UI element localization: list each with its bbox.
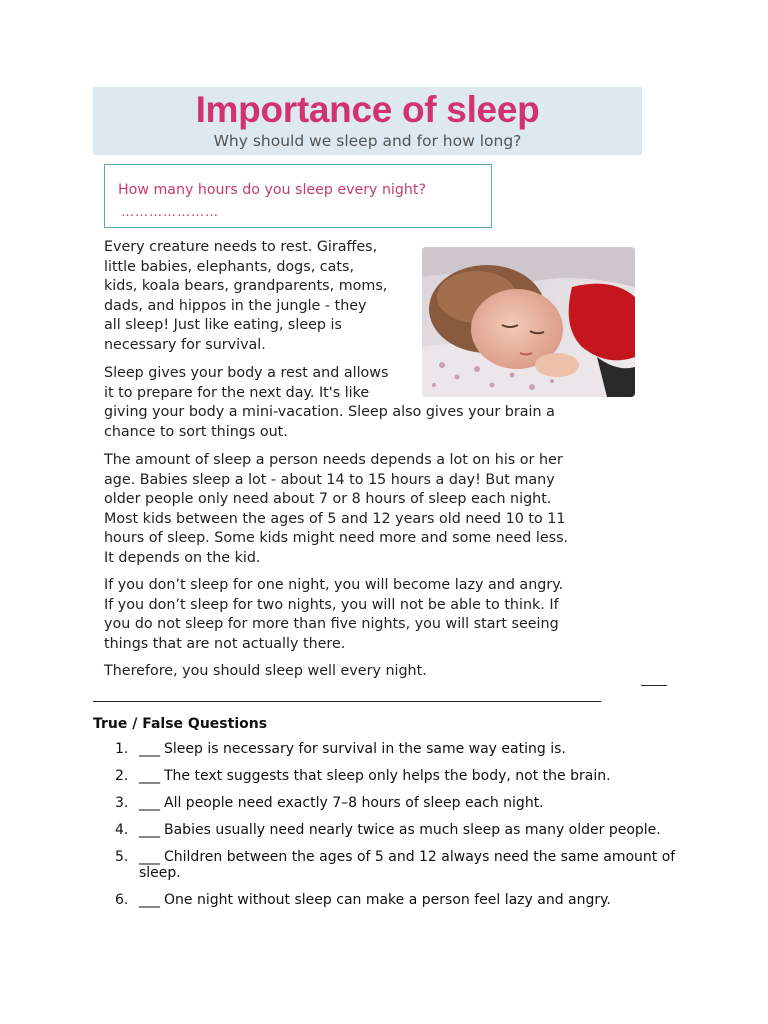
question-text: All people need exactly 7–8 hours of sleep each night. (164, 795, 544, 811)
question-item (93, 822, 693, 838)
question-text: Sleep is necessary for survival in the same way eating is. (164, 741, 566, 757)
paragraph-1 (104, 238, 416, 355)
paragraph-4 (104, 576, 644, 654)
paragraph-line: all sleep! Just like eating, sleep is (104, 317, 342, 333)
paragraph-line: hours of sleep. Some kids might need more and some need less. (104, 530, 569, 546)
question-box (104, 164, 492, 228)
paragraph-line: Most kids between the ages of 5 and 12 years old need 10 to 11 (104, 510, 566, 527)
paragraph-line: Therefore, you should sleep well every night. (104, 663, 427, 679)
paragraph-line: it to prepare for the next day. It's like (104, 384, 370, 401)
page-subtitle: Why should we sleep and for how long? (213, 132, 522, 150)
question-text: The text suggests that sleep only helps the body, not the brain. (164, 768, 611, 784)
question-box-prompt: How many hours do you sleep every night? (118, 182, 426, 198)
paragraph-line: If you don’t sleep for two nights, you will not be able to think. If (104, 596, 559, 613)
answer-blank[interactable]: ___ (139, 849, 160, 865)
question-item (93, 768, 693, 784)
paragraph-line: little babies, elephants, dogs, cats, (104, 258, 355, 275)
answer-blank[interactable]: ___ (139, 741, 160, 757)
paragraph-line: necessary for survival. (104, 336, 266, 353)
question-item (93, 849, 693, 881)
paragraph-line: It depends on the kid. (104, 549, 261, 566)
answer-blank[interactable]: ___ (139, 768, 160, 784)
answer-blank[interactable]: ___ (139, 892, 160, 908)
paragraph-line: Every creature needs to rest. Giraffes, (104, 239, 378, 255)
paragraph-line: things that are not actually there. (104, 635, 346, 652)
paragraph-line: older people only need about 7 or 8 hours of sleep each night. (104, 491, 552, 507)
page-title: Importance of sleep (195, 89, 540, 130)
paragraph-line: dads, and hippos in the jungle - they (104, 297, 367, 314)
paragraph-line: age. Babies sleep a lot - about 14 to 15 hours a day! But many (104, 471, 555, 488)
questions-heading: True / False Questions (93, 716, 268, 732)
paragraph-line: The amount of sleep a person needs depends a lot on his or her (104, 452, 563, 468)
question-item (93, 795, 693, 811)
question-text: One night without sleep can make a person feel lazy and angry. (164, 892, 611, 908)
question-number: 1. (115, 741, 129, 757)
question-text: Children between the ages of 5 and 12 always need the same amount of sleep. (139, 849, 676, 881)
question-item (93, 741, 693, 757)
question-number: 3. (115, 795, 129, 811)
question-number: 2. (115, 768, 129, 784)
separator-line (93, 701, 601, 702)
answer-blank[interactable]: ___ (139, 822, 160, 838)
paragraph-line: If you don’t sleep for one night, you will become lazy and angry. (104, 577, 564, 593)
paragraph-line: kids, koala bears, grandparents, moms, (104, 278, 388, 294)
paragraph-line: chance to sort things out. (104, 423, 288, 440)
paragraph-line: giving your body a mini-vacation. Sleep also gives your brain a (104, 404, 555, 420)
answer-dotted-line[interactable]: ………………… (121, 205, 219, 220)
question-item (93, 892, 693, 908)
question-number: 4. (115, 822, 129, 838)
paragraph-line: you do not sleep for more than five nights, you will start seeing (104, 616, 559, 632)
paragraph-3 (104, 451, 644, 568)
question-text: Babies usually need nearly twice as much sleep as many older people. (164, 822, 661, 838)
paragraph-2 (104, 364, 644, 442)
title-banner (93, 87, 642, 155)
question-number: 6. (115, 892, 129, 908)
answer-blank[interactable]: ___ (139, 795, 160, 811)
question-number: 5. (115, 849, 129, 865)
questions-list (93, 741, 693, 919)
paragraph-5 (104, 662, 644, 682)
trailing-blank[interactable]: ____ (641, 672, 667, 687)
paragraph-line: Sleep gives your body a rest and allows (104, 365, 389, 381)
